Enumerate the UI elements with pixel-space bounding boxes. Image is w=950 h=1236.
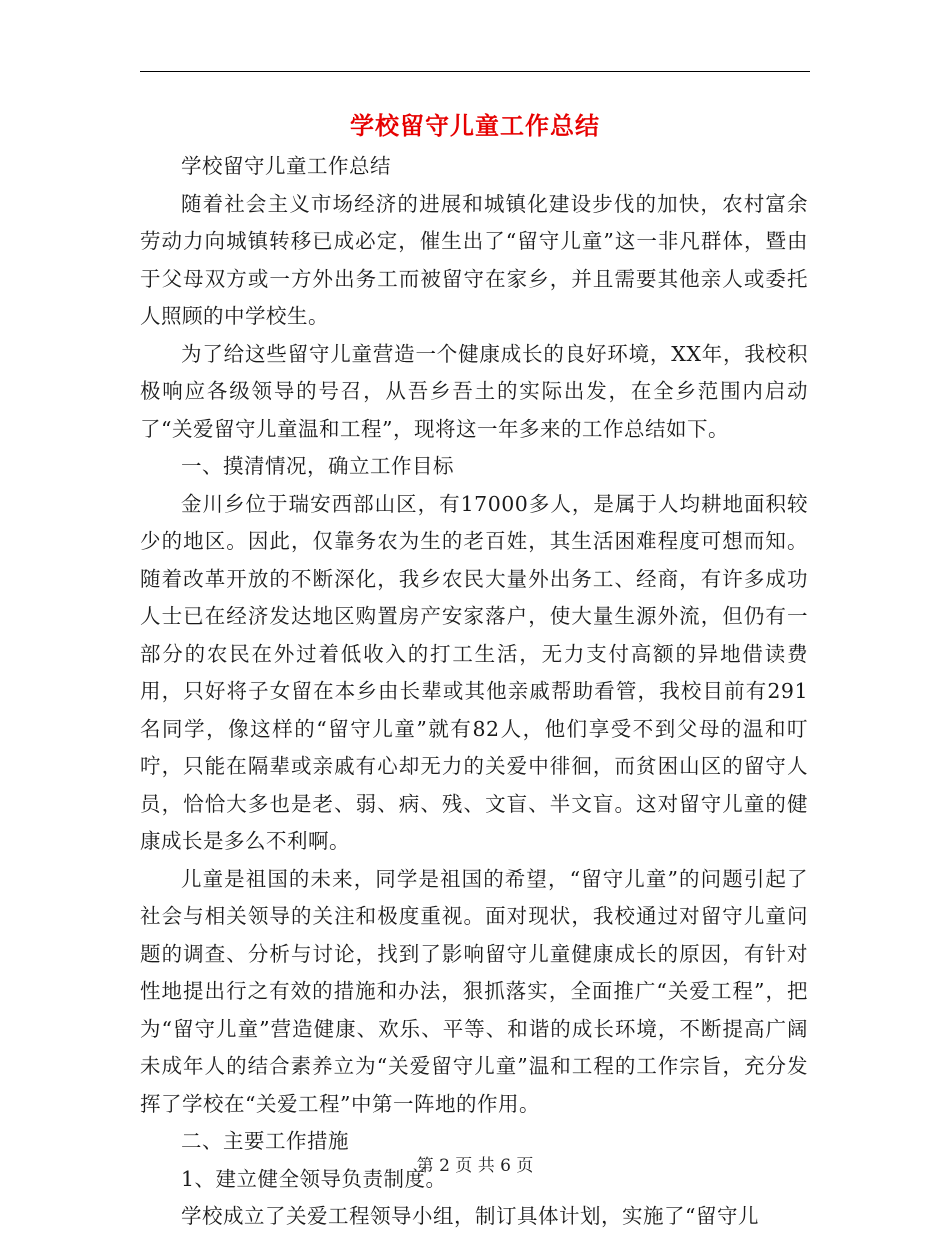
- paragraph-subtitle: 学校留守儿童工作总结: [181, 154, 391, 178]
- paragraph-situation: 金川乡位于瑞安西部山区，有17000多人，是属于人均耕地面积较少的地区。因此，仅靠务农为生的老百姓，其生活困难程度可想而知。随着改革开放的不断深化，我乡农民大量外出务工、经商，有许多成功人士已在经济发达地区购置房产安家落户，使大量生源外流，但仍有一部分的农民在外过着低收入的打工生活，无力支付高额的异地借读费用，只好将子女留在本乡由长辈或其他亲戚帮助看管，我校目前有291名同学，像这样的“留守儿童”就有82人，他们享受不到父母的温和叮咛，只能在隔辈或亲戚有心却无力的关爱中徘徊，而贫困山区的留守人员，恰恰大多也是老、弱、病、残、文盲、半文盲。这对留守儿童的健康成长是多么不利啊。: [140, 491, 808, 853]
- paragraph-measures: 学校成立了关爱工程领导小组，制订具体计划，实施了“留守儿: [181, 1204, 759, 1228]
- page-number-footer: 第 2 页 共 6 页: [416, 1156, 534, 1176]
- document-body: [140, 148, 808, 1236]
- paragraph-significance: 儿童是祖国的未来，同学是祖国的希望，“留守儿童”的问题引起了社会与相关领导的关注和极度重视。面对现状，我校通过对留守儿童问题的调查、分析与讨论，找到了影响留守儿童健康成长的原因，有针对性地提出行之有效的措施和办法，狠抓落实，全面推广“关爱工程”，把为“留守儿童”营造健康、欢乐、平等、和谐的成长环境，不断提高广阔未成年人的结合素养立为“关爱留守儿童”温和工程的工作宗旨，充分发挥了学校在“关爱工程”中第一阵地的作用。: [140, 866, 808, 1116]
- header-rule: [140, 71, 810, 72]
- section-heading-2: 二、主要工作措施: [181, 1129, 349, 1153]
- section-heading-1: 一、摸清情况，确立工作目标: [181, 454, 454, 478]
- paragraph-background: 随着社会主义市场经济的进展和城镇化建设步伐的加快，农村富余劳动力向城镇转移已成必定，催生出了“留守儿童”这一非凡群体，暨由于父母双方或一方外出务工而被留守在家乡，并且需要其他亲人或委托人照顾的中学校生。: [140, 191, 808, 328]
- subsection-heading-1: 1、建立健全领导负责制度。: [181, 1166, 447, 1191]
- document-title: 学校留守儿童工作总结: [350, 112, 600, 140]
- paragraph-purpose: 为了给这些留守儿童营造一个健康成长的良好环境，XX年，我校积极响应各级领导的号召，从吾乡吾土的实际出发，在全乡范围内启动了“关爱留守儿童温和工程”，现将这一年多来的工作总结如下。: [140, 341, 808, 441]
